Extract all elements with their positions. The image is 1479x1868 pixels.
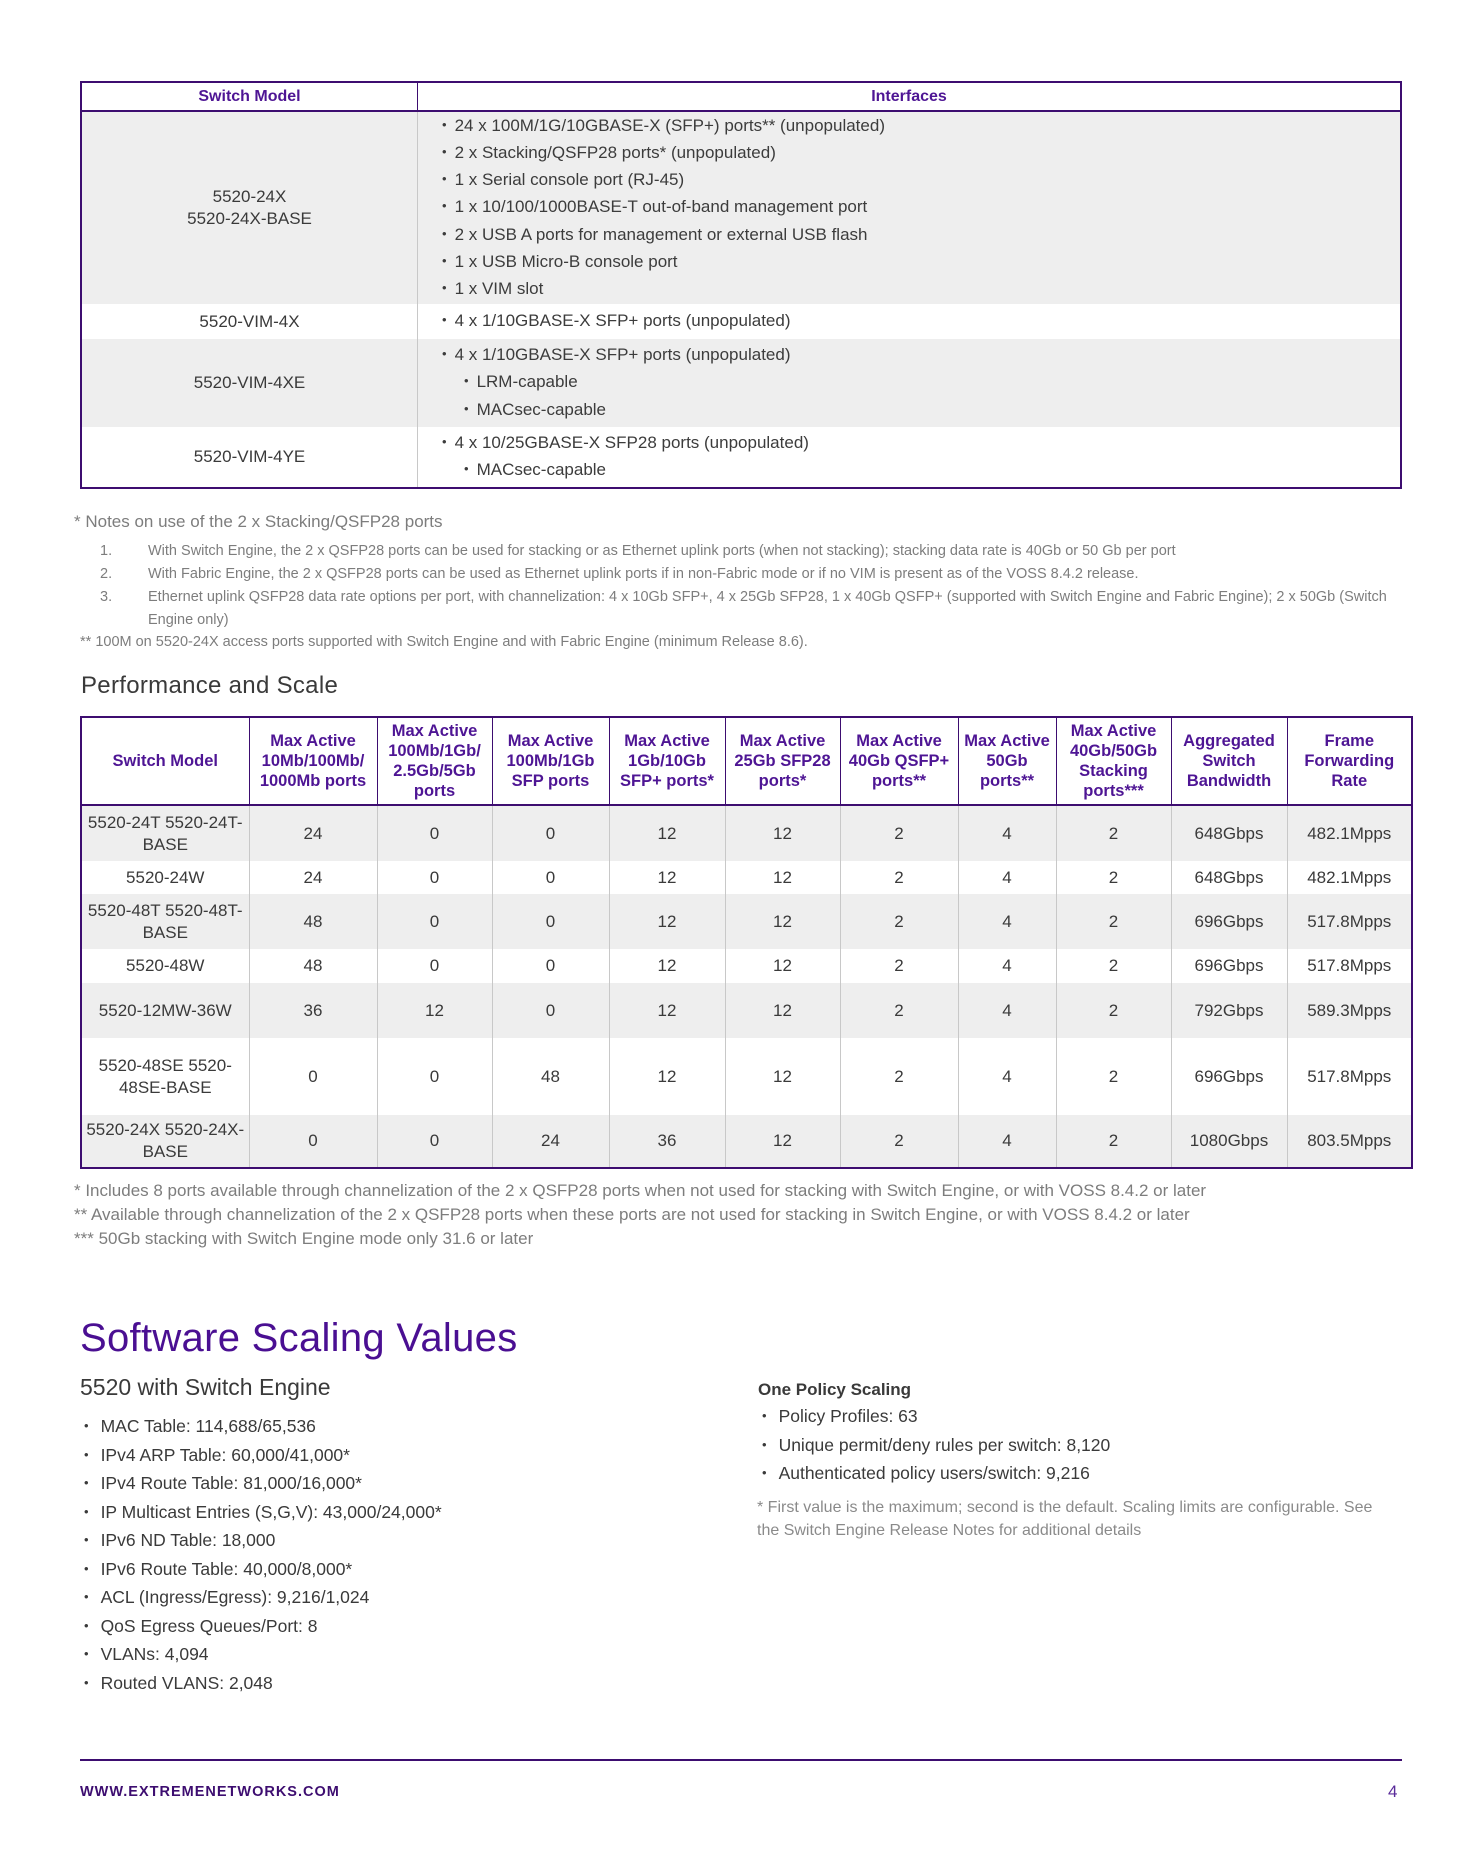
table-row — [81, 983, 1412, 1038]
switch-engine-list — [84, 1413, 442, 1698]
column-header: Max Active 40Gb/50Gb Stacking ports*** — [1056, 717, 1171, 805]
value-cell: 12 — [725, 1038, 840, 1115]
value-cell: 12 — [725, 1115, 840, 1168]
note-item — [100, 586, 1390, 632]
value-cell: 12 — [609, 949, 725, 983]
column-header: Max Active 100Mb/1Gb SFP ports — [492, 717, 609, 805]
model-cell: 5520-VIM-4YE — [81, 427, 418, 488]
column-header: Max Active 10Mb/100Mb/ 1000Mb ports — [249, 717, 377, 805]
interfaces-header-row — [81, 82, 1401, 111]
performance-footnote: ** Available through channelization of the 2 x QSFP28 ports when these ports are not used for stacking in Switch Engine, or with VOSS 8.4.2 or later — [74, 1205, 1190, 1224]
model-cell — [81, 111, 418, 304]
value-cell: 2 — [1056, 949, 1171, 983]
value-cell: 0 — [492, 983, 609, 1038]
list-item: • IP Multicast Entries (S,G,V): 43,000/24,000* — [84, 1499, 442, 1528]
value-cell: 12 — [725, 949, 840, 983]
one-policy-list — [762, 1403, 1110, 1489]
value-cell: 0 — [377, 1038, 492, 1115]
value-cell: 2 — [840, 805, 958, 861]
value-cell: 0 — [492, 949, 609, 983]
value-cell: 2 — [1056, 861, 1171, 894]
model-cell: 5520-24W — [81, 861, 249, 894]
list-item: • 1 x Serial console port (RJ-45) — [442, 167, 1400, 194]
value-cell: 36 — [249, 983, 377, 1038]
column-header: Max Active 50Gb ports** — [958, 717, 1056, 805]
value-cell: 2 — [1056, 894, 1171, 949]
value-cell: 2 — [840, 1038, 958, 1115]
value-cell: 2 — [840, 894, 958, 949]
value-cell: 48 — [492, 1038, 609, 1115]
stacking-notes-heading: * Notes on use of the 2 x Stacking/QSFP28 ports — [74, 512, 443, 531]
list-item: • 4 x 1/10GBASE-X SFP+ ports (unpopulated) — [442, 308, 1400, 335]
list-item: • QoS Egress Queues/Port: 8 — [84, 1613, 442, 1642]
value-cell: 4 — [958, 983, 1056, 1038]
value-cell: 2 — [840, 1115, 958, 1168]
model-cell: 5520-48SE 5520-48SE-BASE — [81, 1038, 249, 1115]
list-item: • IPv6 ND Table: 18,000 — [84, 1527, 442, 1556]
list-item: • 1 x VIM slot — [442, 276, 1400, 303]
value-cell: 589.3Mpps — [1287, 983, 1412, 1038]
performance-table — [80, 716, 1413, 1169]
interfaces-cell — [418, 339, 1402, 427]
value-cell: 48 — [249, 949, 377, 983]
value-cell: 2 — [1056, 983, 1171, 1038]
table-row — [81, 427, 1401, 488]
value-cell: 12 — [725, 805, 840, 861]
value-cell: 2 — [1056, 805, 1171, 861]
column-header-interfaces: Interfaces — [418, 82, 1402, 111]
value-cell: 0 — [492, 894, 609, 949]
sub-list-item: • LRM-capable — [442, 369, 1400, 396]
note-number: 2. — [100, 566, 113, 582]
value-cell: 12 — [725, 983, 840, 1038]
value-cell: 0 — [377, 949, 492, 983]
list-item: • MAC Table: 114,688/65,536 — [84, 1413, 442, 1442]
value-cell: 48 — [249, 894, 377, 949]
value-cell: 24 — [249, 861, 377, 894]
value-cell: 24 — [249, 805, 377, 861]
note-number: 3. — [100, 589, 113, 605]
value-cell: 4 — [958, 861, 1056, 894]
value-cell: 12 — [725, 861, 840, 894]
list-item: • ACL (Ingress/Egress): 9,216/1,024 — [84, 1584, 442, 1613]
scaling-footnote: * First value is the maximum; second is the default. Scaling limits are configurable. See the Switch Engine Release Notes for additional details — [757, 1499, 1373, 1539]
table-row — [81, 304, 1401, 339]
list-item: • Unique permit/deny rules per switch: 8,120 — [762, 1432, 1110, 1461]
switch-engine-heading: 5520 with Switch Engine — [80, 1374, 331, 1400]
note-text: Ethernet uplink QSFP28 data rate options per port, with channelization: 4 x 10Gb SFP+, 4 x 25Gb SFP28, 1 x 40Gb QSFP+ (supported with Switch Engine and Fabric Engine); 2 x 50Gb (Switch Engine only) — [148, 589, 1387, 628]
list-item: • 4 x 10/25GBASE-X SFP28 ports (unpopulated) — [442, 430, 1400, 457]
value-cell: 2 — [1056, 1038, 1171, 1115]
value-cell: 803.5Mpps — [1287, 1115, 1412, 1168]
value-cell: 2 — [840, 861, 958, 894]
sub-list-item: • MACsec-capable — [442, 457, 1400, 484]
model-cell: 5520-12MW-36W — [81, 983, 249, 1038]
column-header: Aggregated Switch Bandwidth — [1171, 717, 1287, 805]
table-row — [81, 1038, 1412, 1115]
value-cell: 517.8Mpps — [1307, 956, 1392, 975]
note-text: With Switch Engine, the 2 x QSFP28 ports can be used for stacking or as Ethernet uplink ports (when not stacking); stacking data rate is 40Gb or 50 Gb per port — [148, 543, 1176, 559]
list-item: • Authenticated policy users/switch: 9,216 — [762, 1460, 1110, 1489]
value-cell: 12 — [609, 894, 725, 949]
value-cell: 482.1Mpps — [1307, 867, 1392, 887]
value-cell: 4 — [958, 1115, 1056, 1168]
performance-header-row — [81, 717, 1412, 805]
value-cell: 0 — [377, 894, 492, 949]
value-cell: 648Gbps — [1171, 805, 1287, 861]
list-item: • 2 x USB A ports for management or external USB flash — [442, 222, 1400, 249]
stacking-notes-list — [100, 540, 1390, 632]
list-item: • 4 x 1/10GBASE-X SFP+ ports (unpopulated) — [442, 342, 1400, 369]
model-cell: 5520-48T 5520-48T-BASE — [81, 894, 249, 949]
value-cell: 24 — [492, 1115, 609, 1168]
one-policy-heading: One Policy Scaling — [758, 1380, 912, 1399]
value-cell: 2 — [840, 983, 958, 1038]
column-header: Max Active 40Gb QSFP+ ports** — [840, 717, 958, 805]
note-item — [100, 540, 1390, 563]
value-cell: 12 — [609, 983, 725, 1038]
value-cell: 517.8Mpps — [1287, 894, 1412, 949]
value-cell: 4 — [958, 1038, 1056, 1115]
value-cell: 0 — [492, 805, 609, 861]
model-name: 5520-24X — [212, 187, 287, 206]
list-item: • 1 x 10/100/1000BASE-T out-of-band management port — [442, 194, 1400, 221]
model-cell: 5520-24T 5520-24T-BASE — [81, 805, 249, 861]
value-cell: 12 — [725, 894, 840, 949]
note-number: 1. — [100, 543, 113, 559]
column-header: Max Active 100Mb/1Gb/ 2.5Gb/5Gb ports — [377, 717, 492, 805]
value-cell: 648Gbps — [1171, 861, 1287, 894]
value-cell: 0 — [249, 1038, 377, 1115]
interfaces-cell — [418, 111, 1402, 304]
list-item: • 24 x 100M/1G/10GBASE-X (SFP+) ports** (unpopulated) — [442, 113, 1400, 140]
column-header: Frame Forwarding Rate — [1287, 717, 1412, 805]
table-row — [81, 949, 1412, 983]
note-item — [100, 563, 1390, 586]
column-header-switch-model: Switch Model — [81, 82, 418, 111]
footer-website-link[interactable]: WWW.EXTREMENETWORKS.COM — [80, 1784, 340, 1800]
page-number: 4 — [1388, 1782, 1398, 1801]
value-cell: 0 — [492, 861, 609, 894]
value-cell: 0 — [377, 805, 492, 861]
model-cell: 5520-48W — [81, 949, 249, 983]
value-cell: 0 — [377, 1115, 492, 1168]
access-ports-footnote: ** 100M on 5520-24X access ports supported with Switch Engine and with Fabric Engine (minimum Release 8.6). — [80, 634, 808, 650]
table-row — [81, 805, 1412, 861]
column-header: Max Active 25Gb SFP28 ports* — [725, 717, 840, 805]
table-row — [81, 861, 1412, 894]
value-cell: 0 — [249, 1115, 377, 1168]
column-header: Max Active 1Gb/10Gb SFP+ ports* — [609, 717, 725, 805]
value-cell: 4 — [958, 805, 1056, 861]
performance-footnote: * Includes 8 ports available through channelization of the 2 x QSFP28 ports when not used for stacking with Switch Engine, or with VOSS 8.4.2 or later — [74, 1181, 1207, 1200]
model-name: 5520-24X-BASE — [187, 209, 312, 228]
list-item: • VLANs: 4,094 — [84, 1641, 442, 1670]
list-item: • IPv4 Route Table: 81,000/16,000* — [84, 1470, 442, 1499]
table-row — [81, 339, 1401, 427]
value-cell: 1080Gbps — [1171, 1115, 1287, 1168]
model-cell: 5520-24X 5520-24X-BASE — [81, 1115, 249, 1168]
list-item: • IPv6 Route Table: 40,000/8,000* — [84, 1556, 442, 1585]
value-cell: 2 — [1056, 1115, 1171, 1168]
value-cell: 696Gbps — [1171, 894, 1287, 949]
list-item: • Routed VLANS: 2,048 — [84, 1670, 442, 1699]
value-cell: 12 — [609, 805, 725, 861]
list-item: • IPv4 ARP Table: 60,000/41,000* — [84, 1442, 442, 1471]
model-cell: 5520-VIM-4XE — [81, 339, 418, 427]
table-row — [81, 111, 1401, 304]
performance-heading: Performance and Scale — [81, 672, 339, 699]
interfaces-table — [80, 81, 1402, 489]
value-cell: 36 — [609, 1115, 725, 1168]
value-cell: 482.1Mpps — [1287, 805, 1412, 861]
value-cell: 12 — [609, 1038, 725, 1115]
footer-divider — [80, 1759, 1402, 1761]
value-cell: 2 — [840, 949, 958, 983]
list-item: • 1 x USB Micro-B console port — [442, 249, 1400, 276]
sub-list-item: • MACsec-capable — [442, 397, 1400, 424]
value-cell: 4 — [958, 894, 1056, 949]
interfaces-cell — [418, 304, 1402, 339]
model-cell: 5520-VIM-4X — [81, 304, 418, 339]
software-scaling-title: Software Scaling Values — [80, 1316, 518, 1360]
value-cell: 0 — [377, 861, 492, 894]
list-item: • Policy Profiles: 63 — [762, 1403, 1110, 1432]
performance-footnote: *** 50Gb stacking with Switch Engine mode only 31.6 or later — [74, 1229, 534, 1248]
table-row — [81, 1115, 1412, 1168]
value-cell: 792Gbps — [1171, 983, 1287, 1038]
column-header: Switch Model — [81, 717, 249, 805]
interfaces-cell — [418, 427, 1402, 488]
note-text: With Fabric Engine, the 2 x QSFP28 ports can be used as Ethernet uplink ports if in non-Fabric mode or if no VIM is present as of the VOSS 8.4.2 release. — [148, 566, 1139, 582]
value-cell: 517.8Mpps — [1307, 1066, 1392, 1086]
list-item: • 2 x Stacking/QSFP28 ports* (unpopulated) — [442, 140, 1400, 167]
value-cell: 696Gbps — [1171, 949, 1287, 983]
value-cell: 12 — [377, 983, 492, 1038]
table-row — [81, 894, 1412, 949]
value-cell: 12 — [609, 861, 725, 894]
value-cell: 696Gbps — [1171, 1038, 1287, 1115]
value-cell: 4 — [958, 949, 1056, 983]
